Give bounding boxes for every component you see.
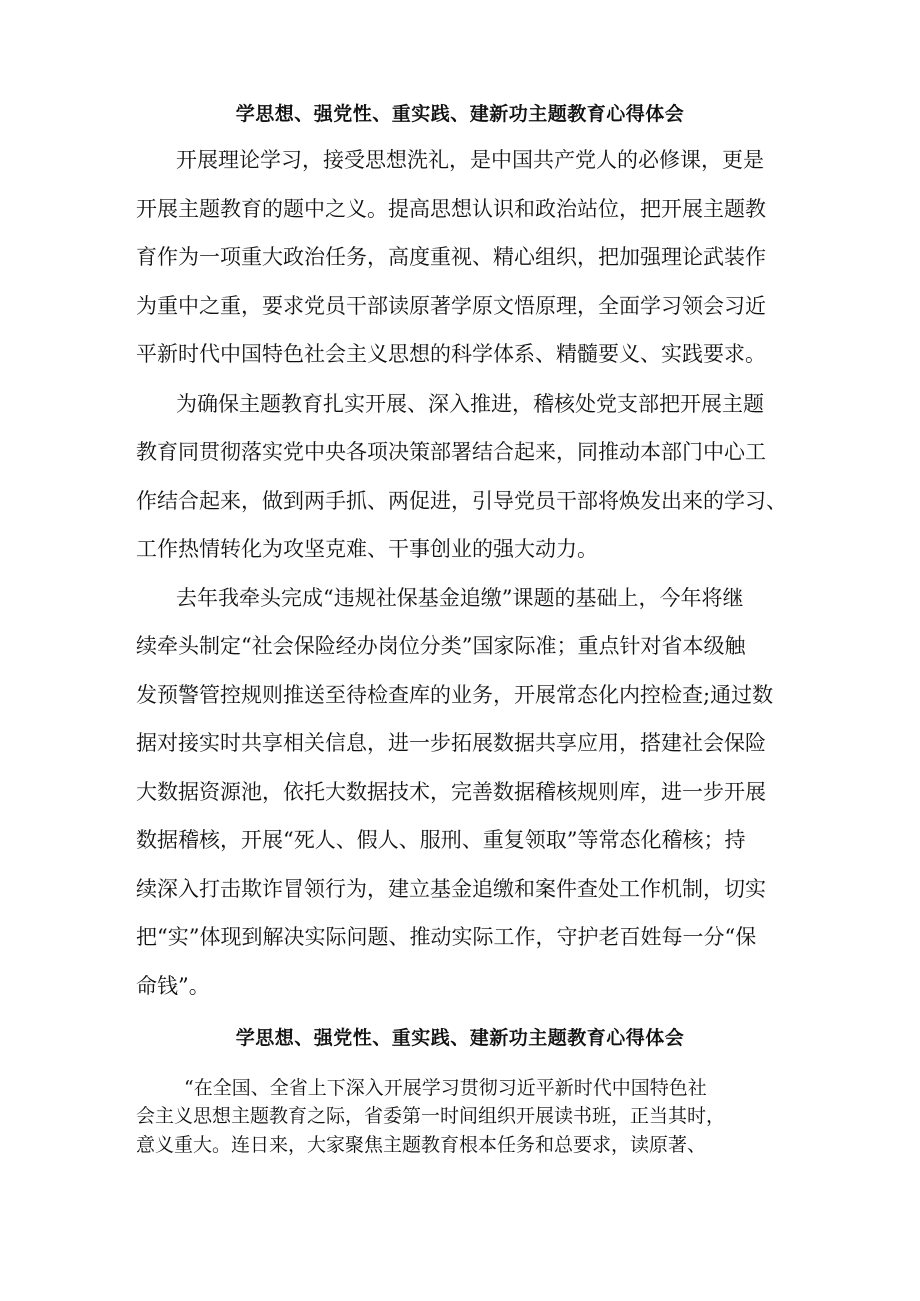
paragraph-line: 大数据资源池，依托大数据技术，完善数据稽核规则库，进一步开展 — [136, 780, 766, 804]
paragraph-line: 去年我牵头完成“违规社保基金追缴”课题的基础上，今年将继 — [176, 586, 744, 610]
paragraph-line: 教育同贯彻落实党中央各项决策部署结合起来，同推动本部门中心工 — [136, 440, 766, 464]
paragraph-line: “在全国、全省上下深入开展学习贯彻习近平新时代中国特色社 — [184, 1077, 707, 1099]
paragraph-line: 作结合起来，做到两手抓、两促进，引导党员干部将焕发出来的学习、 — [136, 489, 787, 513]
paragraph-line: 平新时代中国特色社会主义思想的科学体系、精髓要义、实践要求。 — [136, 342, 766, 366]
section-title-1: 学思想、强党性、重实践、建新功主题教育心得体会 — [235, 103, 685, 125]
paragraph-line: 开展主题教育的题中之义。提高思想认识和政治站位，把开展主题教 — [136, 197, 766, 221]
paragraph-line: 育作为一项重大政治任务，高度重视、精心组织，把加强理论武装作 — [136, 245, 766, 269]
paragraph-line: 续深入打击欺诈冒领行为，建立基金追缴和案件查处工作机制，切实 — [136, 877, 766, 901]
paragraph-line: 开展理论学习，接受思想洗礼，是中国共产党人的必修课，更是 — [176, 148, 764, 172]
paragraph-line: 据对接实时共享相关信息，进一步拓展数据共享应用，搭建社会保险 — [136, 731, 766, 755]
paragraph-line: 把“实”体现到解决实际问题、推动实际工作，守护老百姓每一分“保 — [136, 925, 757, 949]
paragraph-line: 为确保主题教育扎实开展、深入推进，稽核处党支部把开展主题 — [176, 392, 764, 416]
paragraph-line: 会主义思想主题教育之际，省委第一时间组织开展读书班，正当其时， — [136, 1105, 726, 1127]
paragraph-line: 意义重大。连日来，大家聚焦主题教育根本任务和总要求，读原著、 — [136, 1134, 707, 1156]
paragraph-line: 数据稽核，开展“死人、假人、服刑、重复领取”等常态化稽核；持 — [136, 828, 746, 852]
section-title-2: 学思想、强党性、重实践、建新功主题教育心得体会 — [235, 1027, 685, 1049]
paragraph-line: 续牵头制定“社会保险经办岗位分类”国家际准；重点针对省本级触 — [136, 634, 746, 658]
paragraph-line: 为重中之重，要求党员干部读原著学原文悟原理，全面学习领会习近 — [136, 294, 766, 318]
paragraph-line: 工作热情转化为攻坚克难、干事创业的强大动力。 — [136, 537, 598, 561]
paragraph-line: 发预警管控规则推送至待检查库的业务，开展常态化内控检查;通过数 — [136, 683, 774, 707]
paragraph-line: 命钱”。 — [136, 974, 210, 998]
